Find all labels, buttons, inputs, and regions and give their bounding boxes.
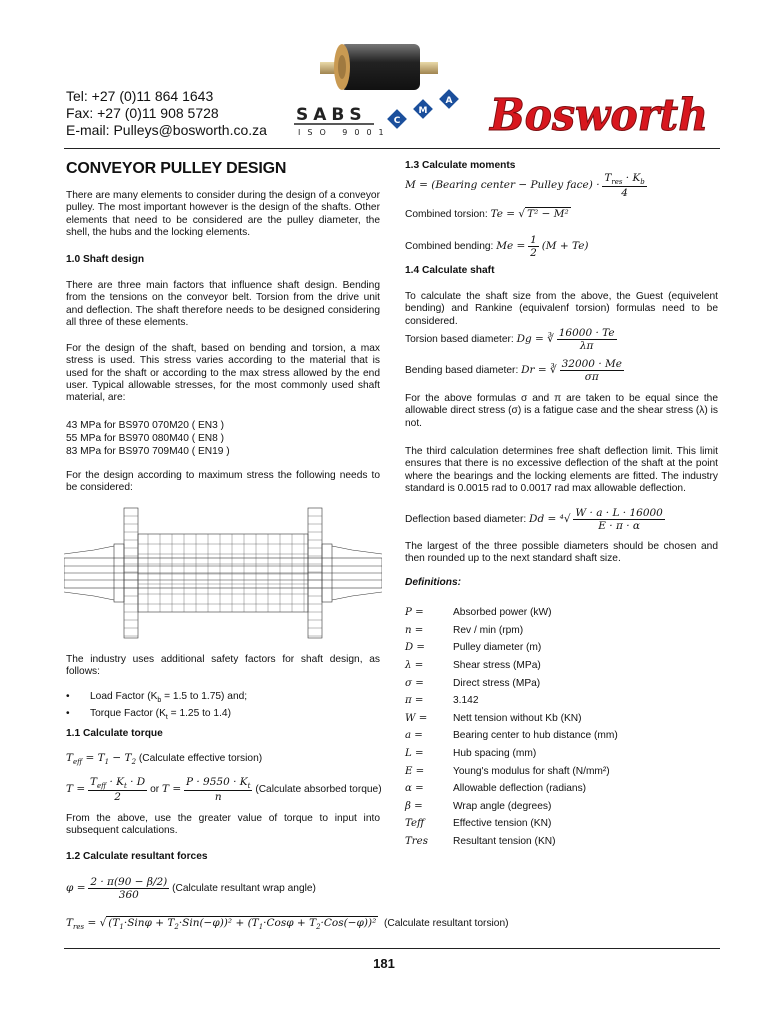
- definition-symbol: σ =: [405, 677, 424, 689]
- torsion-diameter-formula: Torsion based diameter: Dg = ∛ $\frac{16000 \cdot Te}{\lambda\pi}$: [405, 327, 615, 352]
- definition-symbol: Tres: [405, 836, 428, 848]
- definition-symbol: n =: [405, 624, 424, 636]
- sabs-logo-text: SABS: [296, 105, 367, 125]
- definition-symbol: λ =: [405, 660, 424, 672]
- sigma-pi-paragraph: For the above formulas σ and π are taken to be equal since the allowable direct stress (σ) is a fatigue case and the shear stress (λ) is not.: [405, 393, 718, 429]
- definition-text: Bearing center to hub distance (mm): [453, 730, 618, 742]
- cma-letter: A: [445, 96, 453, 106]
- definition-symbol: W =: [405, 712, 428, 724]
- safety-factors-paragraph: The industry uses additional safety factors for shaft design, as follows:: [66, 654, 380, 678]
- definition-text: Allowable deflection (radians): [453, 783, 587, 795]
- definition-row: [405, 639, 618, 657]
- contact-fax: Fax: +27 (0)11 908 5728: [66, 105, 219, 121]
- definitions-table: [405, 604, 618, 850]
- definition-row: [405, 815, 618, 833]
- definition-text: Shear stress (MPa): [453, 660, 541, 672]
- definition-text: Nett tension without Kb (KN): [453, 712, 582, 724]
- footer-divider: [64, 948, 720, 949]
- definitions-heading: Definitions:: [405, 577, 462, 588]
- definition-symbol: π =: [405, 695, 424, 707]
- definition-row: [405, 727, 618, 745]
- absorbed-torque-formula: T = $\frac{T_{eff} \cdot K_t \cdot D}{2}$ or T = $\frac{P \cdot 9550 \cdot K_t}{n}$ (Calculate absorbed torque): [66, 776, 382, 804]
- deflection-limit-paragraph: The third calculation determines free shaft deflection limit. This limit ensures that there is no excessive deflection of the shaft at the point where the bearings and the locking elements are fitted. The industry standard is 0.0015 rad to 0.0017 rad max allowable deflection.: [405, 446, 718, 494]
- page-number: 181: [373, 956, 395, 971]
- definition-row: [405, 622, 618, 640]
- combined-bending-formula: Combined bending: Me = $\frac{1}{2}$ (M + Te): [405, 234, 589, 259]
- cma-letter: C: [393, 116, 401, 126]
- definition-symbol: L =: [405, 748, 424, 760]
- wrap-angle-formula: φ = $\frac{2 \cdot \pi(90 - \beta/2)}{360}$ (Calculate resultant wrap angle): [66, 876, 316, 901]
- definition-symbol: D =: [405, 642, 425, 654]
- contact-block: [66, 88, 267, 139]
- deflection-diameter-formula: Deflection based diameter: Dd = ⁴√ $\frac{W \cdot a \cdot L \cdot 16000}{E \cdot \pi \cdot \alpha}$: [405, 507, 663, 532]
- definition-text: Absorbed power (kW): [453, 607, 552, 619]
- effective-torsion-formula: $T_{eff} = T_1 - T_2$ (Calculate effective torsion): [66, 752, 263, 767]
- cma-letter: M: [418, 106, 428, 116]
- bosworth-logo: [484, 82, 714, 142]
- definition-text: Young's modulus for shaft (N/mm²): [453, 765, 610, 777]
- definition-text: 3.142: [453, 695, 479, 707]
- combined-torsion-formula: Combined torsion: Te = √ T² − M²: [405, 208, 569, 220]
- definition-symbol: α =: [405, 783, 424, 795]
- shaft-size-paragraph: To calculate the shaft size from the above, the Guest (equivelent bending) and Rankine (equivalenf torsion) formulas need to be considered.: [405, 291, 718, 327]
- definition-symbol: Teff: [405, 818, 425, 830]
- bending-diameter-formula: Bending based diameter: Dr = ∛ $\frac{32000 \cdot Me}{\sigma\pi}$: [405, 358, 622, 383]
- definition-row: [405, 745, 618, 763]
- definition-row: [405, 780, 618, 798]
- definition-symbol: P =: [405, 607, 424, 619]
- stress-item: 43 MPa for BS970 070M20 ( EN3 ): [66, 420, 224, 431]
- definition-text: Hub spacing (mm): [453, 748, 537, 760]
- cma-badge: [387, 89, 459, 129]
- bosworth-logo-text: Bosworth: [488, 90, 708, 141]
- stress-list: [66, 419, 230, 458]
- definition-text: Direct stress (MPa): [453, 677, 541, 689]
- section-heading-1-0: 1.0 Shaft design: [66, 254, 145, 265]
- definition-symbol: E =: [405, 765, 425, 777]
- safety-factor-list: [66, 690, 247, 724]
- definition-text: Wrap angle (degrees): [453, 800, 552, 812]
- section-heading-1-4: 1.4 Calculate shaft: [405, 265, 495, 276]
- iso-text: ISO 9001: [298, 128, 391, 137]
- definition-row: [405, 833, 618, 851]
- header-divider: [64, 148, 720, 149]
- page-title: CONVEYOR PULLEY DESIGN: [66, 160, 287, 177]
- definition-text: Effective tension (KN): [453, 818, 552, 830]
- intro-paragraph: There are many elements to consider during the design of a conveyor pulley. The most important however is the design of the shafts. Other elements that need to be considered are the pulley diameter, the shell, the hubs and the locking elements.: [66, 190, 380, 238]
- resultant-torsion-formula: $T_{res}$ = √ $(T_1\cdot Sin\varphi + T_2\cdot Sin(-\varphi))^2 + (T_1\cdot Cos\varphi + T_2\cdot Cos(-\varphi))^2$ (Calculate resultant torsion): [66, 917, 509, 932]
- definition-symbol: β =: [405, 800, 423, 812]
- stress-item: 83 MPa for BS970 709M40 ( EN19 ): [66, 446, 230, 457]
- definition-row: [405, 798, 618, 816]
- definition-row: [405, 762, 618, 780]
- definition-row: [405, 710, 618, 728]
- pulley-mesh-figure: [64, 506, 382, 640]
- contact-tel: Tel: +27 (0)11 864 1643: [66, 88, 214, 104]
- load-factor-item: • Load Factor ($K_b = 1.5$ to 1.75) and;: [66, 690, 247, 707]
- contact-email[interactable]: E-mail: Pulleys@bosworth.co.za: [66, 122, 267, 138]
- sabs-logo: [290, 34, 480, 144]
- torque-factor-item: • Torque Factor ($K_t = 1.25$ to 1.4): [66, 707, 247, 724]
- moment-formula: M = (Bearing center − Pulley face) · $\frac{T_{res} \cdot K_b}{4}$: [405, 172, 645, 200]
- max-stress-paragraph: For the design of the shaft, based on bending and torsion, a max stress is used. This stress varies according to the material that is used for the shaft or according to the max stress allowed by the end user. Typical allowable stresses, for the most commonly used shaft material, are:: [66, 343, 380, 404]
- definition-text: Resultant tension (KN): [453, 836, 556, 848]
- section-heading-1-2: 1.2 Calculate resultant forces: [66, 851, 208, 862]
- definition-row: [405, 674, 618, 692]
- definition-text: Pulley diameter (m): [453, 642, 542, 654]
- definition-row: [405, 604, 618, 622]
- design-considerations-paragraph: For the design according to maximum stress the following needs to be considered:: [66, 470, 380, 494]
- section-heading-1-1: 1.1 Calculate torque: [66, 728, 163, 739]
- shaft-design-paragraph: There are three main factors that influence shaft design. Bending from the tensions on the conveyor belt. Torsion from the drive unit and deflection. The shaft therefore needs to be designed considering all three of these elements.: [66, 280, 380, 328]
- definition-symbol: a =: [405, 730, 423, 742]
- section-heading-1-3: 1.3 Calculate moments: [405, 160, 516, 171]
- greater-torque-paragraph: From the above, use the greater value of torque to input into subsequent calculations.: [66, 813, 380, 837]
- stress-item: 55 MPa for BS970 080M40 ( EN8 ): [66, 433, 224, 444]
- largest-diameter-paragraph: The largest of the three possible diameters should be chosen and then rounded up to the next standard shaft size.: [405, 541, 718, 565]
- definition-row: [405, 657, 618, 675]
- definition-row: [405, 692, 618, 710]
- definition-text: Rev / min (rpm): [453, 624, 524, 636]
